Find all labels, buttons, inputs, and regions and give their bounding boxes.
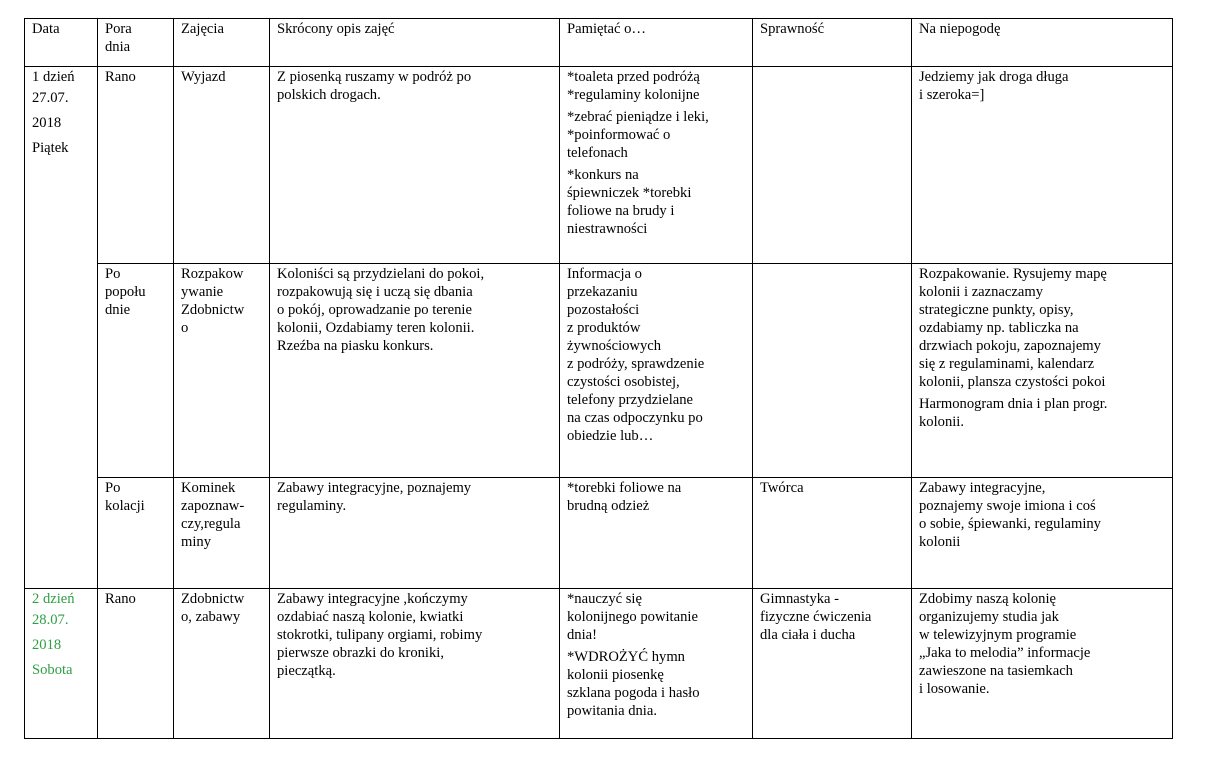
header-data: Data: [25, 19, 98, 67]
note-paragraph: *konkurs na śpiewniczek *torebki foliowe na brudy i niestrawności: [567, 167, 692, 237]
note-paragraph: Informacja o przekazaniu pozostałości z produktów żywnościowych z podróży, sprawdzenie czystości osobistej, telefony przydzielane na czas odpoczynku po obiedzie lub…: [567, 266, 705, 444]
note-paragraph: *torebki foliowe na brudną odzież: [567, 480, 682, 514]
cell-opis: Zabawy integracyjne, poznajemy regulaminy.: [270, 478, 560, 589]
cell-sprawnosc: [753, 67, 912, 264]
day-date: 27.07.: [32, 90, 69, 106]
cell-pamietac: [560, 67, 753, 264]
table-row: [25, 589, 1173, 739]
table-row: [25, 67, 1173, 264]
day-year: 2018: [32, 637, 62, 653]
note-paragraph: *nauczyć się kolonijnego powitanie dnia!: [567, 591, 698, 643]
cell-pora-dnia: Po kolacji: [98, 478, 174, 589]
note-paragraph: *WDROŻYĆ hymn kolonii piosenkę szklana pogoda i hasło powitania dnia.: [567, 649, 700, 719]
header-sprawnosc: Sprawność: [753, 19, 912, 67]
cell-pora-dnia: Po popołu dnie: [98, 264, 174, 478]
table-row: [25, 264, 1173, 478]
day-cell: [25, 589, 98, 739]
day-date: 28.07.: [32, 612, 69, 628]
table-row: [25, 478, 1173, 589]
cell-sprawnosc: Twórca: [753, 478, 912, 589]
header-pamietac: Pamiętać o…: [560, 19, 753, 67]
cell-pamietac: [560, 478, 753, 589]
cell-niepogoda: [912, 67, 1173, 264]
cell-niepogoda: [912, 264, 1173, 478]
day-weekday: Sobota: [32, 662, 73, 678]
header-niepogoda: Na niepogodę: [912, 19, 1173, 67]
cell-zajecia: Rozpakow ywanie Zdobnictw o: [174, 264, 270, 478]
day-number: 1 dzień: [32, 69, 75, 85]
day-cell: [25, 67, 98, 589]
colony-schedule-table: [24, 18, 1173, 739]
cell-pora-dnia: Rano: [98, 67, 174, 264]
cell-zajecia: Zdobnictw o, zabawy: [174, 589, 270, 739]
day-number: 2 dzień: [32, 591, 75, 607]
cell-zajecia: Kominek zapoznaw- czy,regula miny: [174, 478, 270, 589]
bad-weather-paragraph: Jedziemy jak droga długa i szeroka=]: [919, 69, 1069, 103]
header-zajecia: Zajęcia: [174, 19, 270, 67]
cell-opis: Koloniści są przydzielani do pokoi, rozpakowują się i uczą się dbania o pokój, oprowadzanie po terenie kolonii, Ozdabiamy teren kolonii. Rzeźba na piasku konkurs.: [270, 264, 560, 478]
day-year: 2018: [32, 115, 62, 131]
header-row: [25, 19, 1173, 67]
cell-sprawnosc: Gimnastyka - fizyczne ćwiczenia dla ciała i ducha: [753, 589, 912, 739]
cell-opis: Z piosenką ruszamy w podróż po polskich drogach.: [270, 67, 560, 264]
cell-sprawnosc: [753, 264, 912, 478]
day-weekday: Piątek: [32, 140, 69, 156]
bad-weather-paragraph: Harmonogram dnia i plan progr. kolonii.: [919, 396, 1108, 430]
header-pora-dnia: Pora dnia: [98, 19, 174, 67]
cell-niepogoda: [912, 478, 1173, 589]
cell-niepogoda: [912, 589, 1173, 739]
header-opis: Skrócony opis zajęć: [270, 19, 560, 67]
bad-weather-paragraph: Zdobimy naszą kolonię organizujemy studia jak w telewizyjnym programie „Jaka to melodia” informacje zawieszone na tasiemkach i losowanie.: [919, 591, 1091, 697]
note-paragraph: *toaleta przed podróżą *regulaminy kolonijne: [567, 69, 700, 103]
cell-opis: Zabawy integracyjne ,kończymy ozdabiać naszą kolonie, kwiatki stokrotki, tulipany orgiami, robimy pierwsze obrazki do kroniki, pieczątką.: [270, 589, 560, 739]
cell-zajecia: Wyjazd: [174, 67, 270, 264]
bad-weather-paragraph: Rozpakowanie. Rysujemy mapę kolonii i zaznaczamy strategiczne punkty, opisy, ozdabiamy np. tabliczka na drzwiach pokoju, zapoznajemy się z regulaminami, kalendarz kolonii, plansza czystości pokoi: [919, 266, 1107, 390]
note-paragraph: *zebrać pieniądze i leki, *poinformować o telefonach: [567, 109, 709, 161]
cell-pora-dnia: Rano: [98, 589, 174, 739]
cell-pamietac: [560, 589, 753, 739]
cell-pamietac: [560, 264, 753, 478]
bad-weather-paragraph: Zabawy integracyjne, poznajemy swoje imiona i coś o sobie, śpiewanki, regulaminy kolonii: [919, 480, 1101, 550]
